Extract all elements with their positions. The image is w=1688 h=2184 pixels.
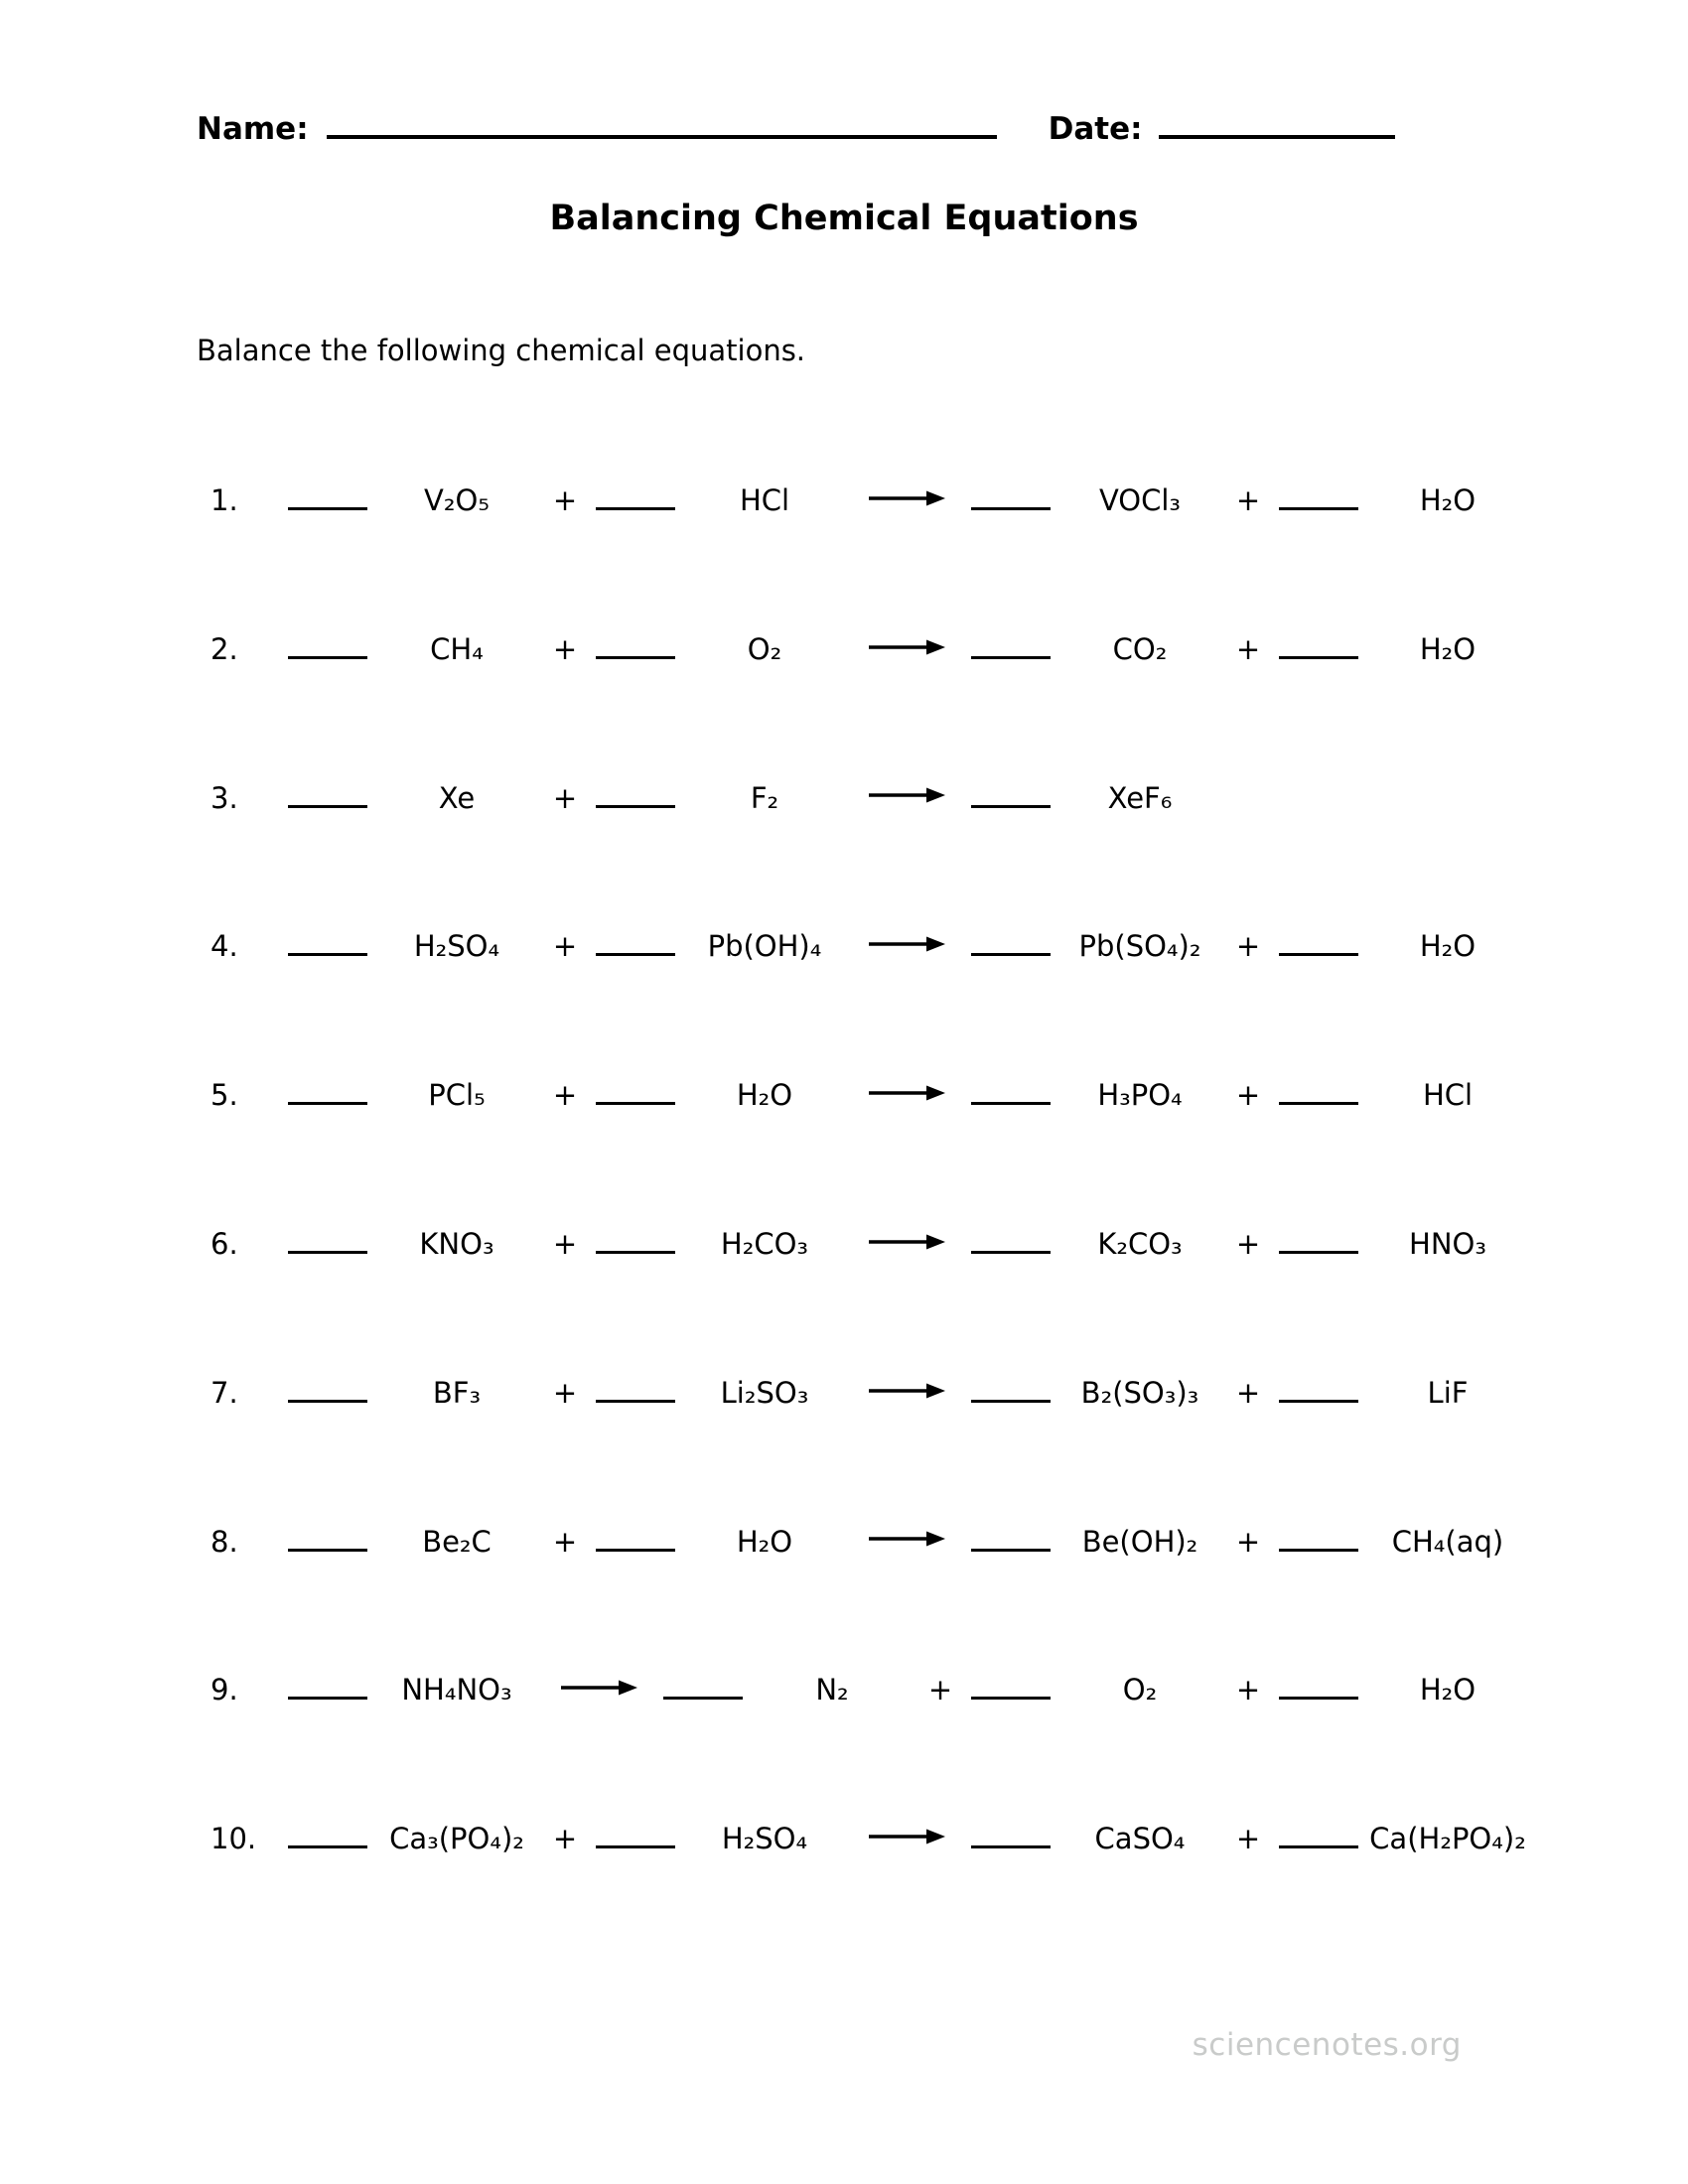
chemical-formula: H₂O	[736, 1078, 793, 1113]
equation-number: 7.	[211, 1375, 238, 1410]
coefficient-blank	[1279, 1371, 1358, 1403]
coefficient-blank	[596, 478, 675, 510]
chemical-formula: KNO₃	[419, 1226, 494, 1261]
chemical-formula: H₂O	[1419, 1673, 1477, 1707]
coefficient-blank	[971, 627, 1051, 659]
header	[0, 0, 1688, 147]
coefficient-blank	[971, 1371, 1051, 1403]
plus-sign: +	[1235, 631, 1261, 666]
plus-sign: +	[552, 1524, 578, 1559]
coefficient-blank	[971, 1222, 1051, 1254]
coefficient-blank	[1279, 627, 1358, 659]
plus-sign: +	[1235, 1375, 1261, 1410]
coefficient-blank	[971, 478, 1051, 510]
chemical-formula: CH₄(aq)	[1391, 1524, 1504, 1559]
name-fill-line	[327, 104, 997, 139]
plus-sign: +	[552, 929, 578, 964]
equation-number: 1.	[211, 483, 238, 517]
equation-number: 3.	[211, 780, 238, 815]
chemical-formula: O₂	[1122, 1673, 1158, 1707]
chemical-formula: Ca₃(PO₄)₂	[389, 1822, 524, 1856]
equation-number: 5.	[211, 1078, 238, 1113]
equation-number: 10.	[211, 1822, 257, 1856]
equation-row	[211, 1222, 1688, 1262]
plus-sign: +	[927, 1673, 953, 1707]
equation-row	[211, 776, 1688, 816]
coefficient-blank	[288, 1520, 367, 1552]
coefficient-blank	[971, 776, 1051, 808]
right-arrow-icon	[540, 1679, 657, 1697]
equation-number: 4.	[211, 929, 238, 964]
coefficient-blank	[1279, 1668, 1358, 1700]
chemical-formula: K₂CO₃	[1097, 1226, 1183, 1261]
coefficient-blank	[596, 1222, 675, 1254]
coefficient-blank	[288, 1371, 367, 1403]
coefficient-blank	[288, 1668, 367, 1700]
chemical-formula: Ca(H₂PO₄)₂	[1369, 1822, 1526, 1856]
coefficient-blank	[288, 924, 367, 956]
plus-sign: +	[552, 1078, 578, 1113]
coefficient-blank	[596, 776, 675, 808]
chemical-formula: CaSO₄	[1094, 1822, 1186, 1856]
chemical-formula: H₂O	[1419, 483, 1477, 517]
coefficient-blank	[288, 1222, 367, 1254]
chemical-formula: N₂	[815, 1673, 849, 1707]
coefficient-blank	[971, 1073, 1051, 1105]
plus-sign: +	[552, 1226, 578, 1261]
coefficient-blank	[1279, 1520, 1358, 1552]
equation-row	[211, 627, 1688, 667]
chemical-formula: Xe	[438, 780, 476, 815]
plus-sign: +	[1235, 1673, 1261, 1707]
chemical-formula: Pb(OH)₄	[707, 929, 822, 964]
chemical-formula: BF₃	[432, 1375, 482, 1410]
right-arrow-icon	[848, 1828, 965, 1845]
coefficient-blank	[971, 1817, 1051, 1848]
chemical-formula: HCl	[1422, 1078, 1474, 1113]
page-title: Balancing Chemical Equations	[549, 199, 1139, 238]
coefficient-blank	[288, 1073, 367, 1105]
coefficient-blank	[663, 1668, 743, 1700]
chemical-formula: H₂CO₃	[720, 1226, 809, 1261]
plus-sign: +	[1235, 1524, 1261, 1559]
chemical-formula: O₂	[747, 631, 782, 666]
name-label: Name:	[197, 111, 309, 147]
coefficient-blank	[596, 1817, 675, 1848]
plus-sign: +	[552, 483, 578, 517]
chemical-formula: B₂(SO₃)₃	[1080, 1375, 1199, 1410]
equation-row	[211, 1073, 1688, 1113]
date-label: Date:	[1048, 111, 1143, 147]
chemical-formula: VOCl₃	[1098, 483, 1182, 517]
equation-row	[211, 924, 1688, 964]
chemical-formula: XeF₆	[1107, 780, 1173, 815]
coefficient-blank	[971, 924, 1051, 956]
coefficient-blank	[288, 776, 367, 808]
coefficient-blank	[596, 1371, 675, 1403]
equation-row	[211, 1817, 1688, 1856]
equation-row	[211, 1520, 1688, 1560]
chemical-formula: HNO₃	[1409, 1226, 1486, 1261]
coefficient-blank	[596, 924, 675, 956]
right-arrow-icon	[848, 1084, 965, 1102]
plus-sign: +	[1235, 929, 1261, 964]
coefficient-blank	[288, 478, 367, 510]
equation-number: 6.	[211, 1226, 238, 1261]
plus-sign: +	[552, 1375, 578, 1410]
chemical-formula: Li₂SO₃	[720, 1375, 809, 1410]
right-arrow-icon	[848, 638, 965, 656]
equation-number: 8.	[211, 1524, 238, 1559]
coefficient-blank	[596, 1520, 675, 1552]
chemical-formula: H₃PO₄	[1097, 1078, 1183, 1113]
chemical-formula: NH₄NO₃	[401, 1673, 512, 1707]
chemical-formula: Pb(SO₄)₂	[1078, 929, 1201, 964]
coefficient-blank	[1279, 1073, 1358, 1105]
chemical-formula: PCl₅	[428, 1078, 486, 1113]
chemical-formula: H₂O	[1419, 929, 1477, 964]
coefficient-blank	[1279, 1817, 1358, 1848]
chemical-formula: HCl	[739, 483, 790, 517]
coefficient-blank	[1279, 478, 1358, 510]
coefficient-blank	[288, 1817, 367, 1848]
date-fill-line	[1159, 104, 1395, 139]
equation-list	[211, 478, 1688, 1856]
right-arrow-icon	[848, 935, 965, 953]
equation-number: 9.	[211, 1673, 238, 1707]
chemical-formula: H₂O	[1419, 631, 1477, 666]
coefficient-blank	[1279, 1222, 1358, 1254]
right-arrow-icon	[848, 1382, 965, 1400]
chemical-formula: CH₄	[430, 631, 484, 666]
right-arrow-icon	[848, 786, 965, 804]
chemical-formula: Be₂C	[422, 1524, 492, 1559]
right-arrow-icon	[848, 489, 965, 507]
chemical-formula: CO₂	[1112, 631, 1168, 666]
equation-number: 2.	[211, 631, 238, 666]
chemical-formula: H₂SO₄	[413, 929, 500, 964]
plus-sign: +	[1235, 1078, 1261, 1113]
plus-sign: +	[1235, 483, 1261, 517]
chemical-formula: H₂SO₄	[721, 1822, 808, 1856]
equation-row	[211, 1371, 1688, 1411]
chemical-formula: F₂	[750, 780, 779, 815]
instruction-text: Balance the following chemical equations.	[197, 334, 806, 367]
right-arrow-icon	[848, 1233, 965, 1251]
equation-row	[211, 1668, 1688, 1707]
right-arrow-icon	[848, 1530, 965, 1548]
coefficient-blank	[288, 627, 367, 659]
plus-sign: +	[552, 631, 578, 666]
site-credit: sciencenotes.org	[1192, 2027, 1462, 2063]
coefficient-blank	[596, 1073, 675, 1105]
plus-sign: +	[552, 780, 578, 815]
plus-sign: +	[552, 1822, 578, 1856]
equation-row	[211, 478, 1688, 518]
plus-sign: +	[1235, 1822, 1261, 1856]
coefficient-blank	[971, 1668, 1051, 1700]
coefficient-blank	[971, 1520, 1051, 1552]
chemical-formula: V₂O₅	[424, 483, 490, 517]
coefficient-blank	[596, 627, 675, 659]
chemical-formula: LiF	[1427, 1375, 1469, 1410]
coefficient-blank	[1279, 924, 1358, 956]
chemical-formula: Be(OH)₂	[1081, 1524, 1198, 1559]
chemical-formula: H₂O	[736, 1524, 793, 1559]
plus-sign: +	[1235, 1226, 1261, 1261]
